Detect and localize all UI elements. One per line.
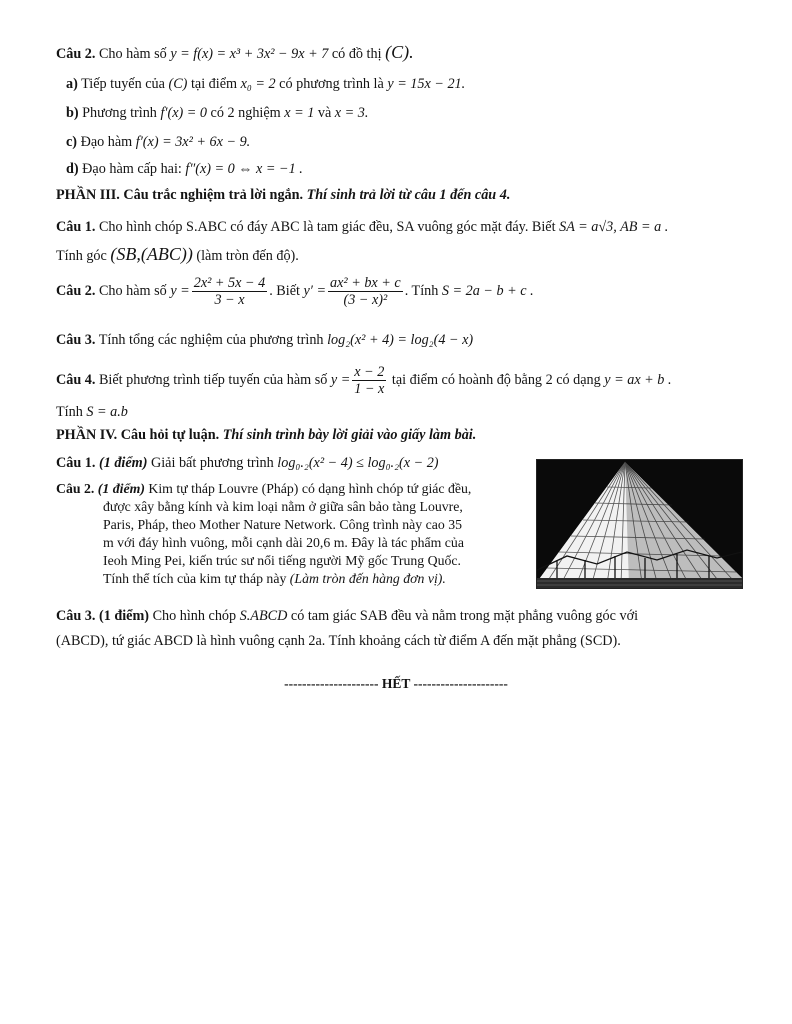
p4-q2-line4: m với đáy hình vuông, mỗi cạnh dài 20,6 m. Đây là tác phẩm của bbox=[103, 535, 464, 550]
p3-q1-line1: Câu 1. Cho hình chóp S.ABC có đáy ABC là tam giác đều, SA vuông góc mặt đáy. Biết SA = a√3, AB = a . bbox=[56, 219, 669, 235]
p3-q3: Câu 3. Tính tổng các nghiệm của phương trình log₂(x² + 4) = log₂(4 − x) bbox=[56, 332, 474, 348]
fraction-2: $\frac{\text{ax² + bx + c}}{\text{(3 − x)²}}$ bbox=[330, 275, 401, 308]
q2-item-b: b) Phương trình f′(x) = 0 có 2 nghiệm x = 1 và x = 3. bbox=[66, 105, 369, 121]
p3-q4-line1: Câu 4. Biết phương trình tiếp tuyến của hàm số y = $\frac{x - 2}{1 - x}$ tại điểm có hoành độ bằng 2 có dạng y = ax + b . bbox=[56, 364, 672, 397]
p4-q2-line5: Ieoh Ming Pei, kiến trúc sư nổi tiếng người Mỹ gốc Trung Quốc. bbox=[103, 553, 461, 568]
fraction-1: $\frac{\text{2x² + 5x − 4}}{3 - x}$ bbox=[193, 275, 266, 308]
p4-q2-line1: Câu 2. (1 điểm) Kim tự tháp Louvre (Pháp) có dạng hình chóp tứ giác đều, bbox=[56, 481, 472, 496]
fraction-3: $\frac{x - 2}{1 - x}$ bbox=[354, 364, 385, 397]
p3-q2: Câu 2. Cho hàm số y = $\frac{\text{2x² + 5x − 4}}{3 - x}$ . Biết y′ = $\frac{\text{ax² + bx + c}}{\text{(3 − x)²}}$ . Tính S = 2a − b + c . bbox=[56, 275, 534, 308]
q2-item-c: c) Đạo hàm f′(x) = 3x² + 6x − 9. bbox=[66, 134, 251, 150]
end-marker: --------------------- HẾT --------------------- bbox=[284, 676, 508, 691]
p4-q2-line2: được xây bằng kính và kim loại nằm ở giữa sân bảo tàng Louvre, bbox=[103, 499, 463, 514]
q2-item-a: a) Tiếp tuyến của (C) tại điểm x₀ = 2 có phương trình là y = 15x − 21. bbox=[66, 76, 466, 92]
p4-q2-line6: Tính thể tích của kim tự tháp này (Làm tròn đến hàng đơn vị). bbox=[103, 571, 446, 586]
p4-q1: Câu 1. (1 điểm) Giải bất phương trình log₀.₂(x² − 4) ≤ log₀.₂(x − 2) bbox=[56, 455, 439, 471]
louvre-pyramid-image bbox=[536, 459, 743, 589]
p3-q1-line2: Tính góc (SB,(ABC)) (làm tròn đến độ). bbox=[56, 244, 299, 264]
q2-item-d: d) Đạo hàm cấp hai: f″(x) = 0 ⇔ x = −1 . bbox=[66, 161, 303, 177]
p4-q3-line2: (ABCD), tứ giác ABCD là hình vuông cạnh 2a. Tính khoảng cách từ điểm A đến mặt phẳng (SCD). bbox=[56, 633, 621, 649]
part4-heading: PHẦN IV. Câu hỏi tự luận. Thí sinh trình bày lời giải vào giấy làm bài. bbox=[56, 427, 477, 443]
part3-heading: PHẦN III. Câu trắc nghiệm trả lời ngắn. Thí sinh trả lời từ câu 1 đến câu 4. bbox=[56, 187, 511, 203]
p3-q4-line2: Tính S = a.b bbox=[56, 404, 128, 420]
p4-q3-line1: Câu 3. (1 điểm) Cho hình chóp S.ABCD có tam giác SAB đều và nằm trong mặt phẳng vuông góc với bbox=[56, 608, 639, 624]
pyramid-photo-icon bbox=[537, 460, 742, 588]
q2-header: Câu 2. Cho hàm số y = f(x) = x³ + 3x² − 9x + 7 có đồ thị (C). bbox=[56, 42, 414, 62]
p4-q2-line3: Paris, Pháp, theo Mother Nature Network. Công trình này cao 35 bbox=[103, 517, 463, 532]
